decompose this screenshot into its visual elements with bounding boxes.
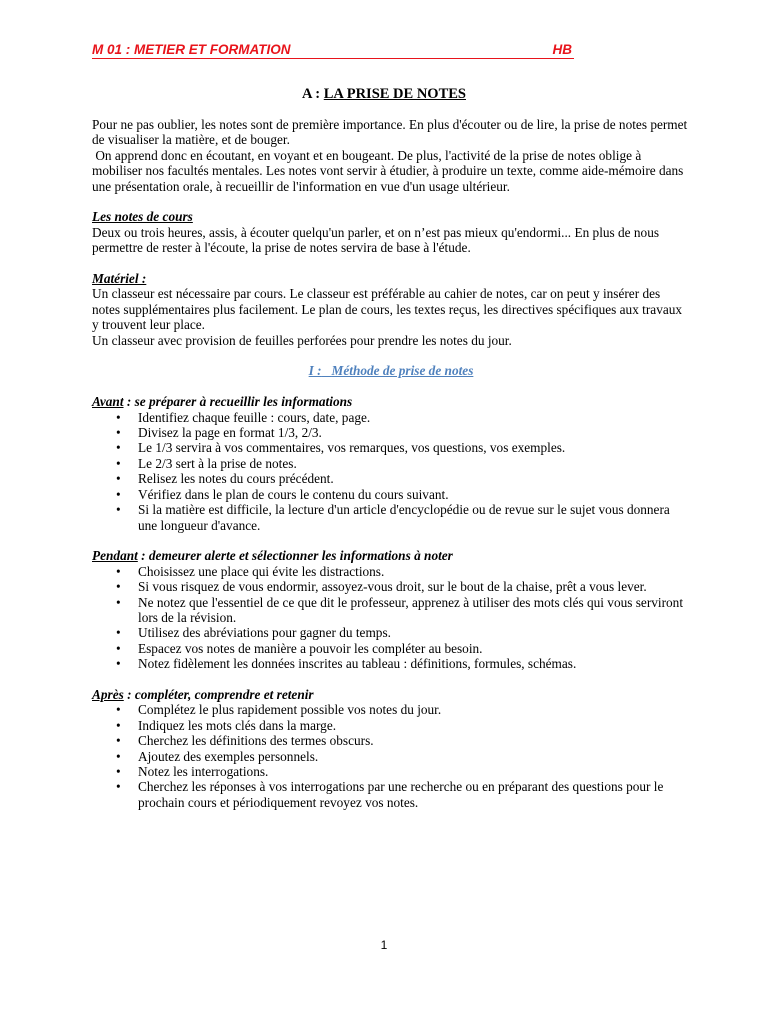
list-item: • Ne notez que l'essentiel de ce que dit le professeur, apprenez à utiliser des mots clés qui vous serviront lors de la révision. (92, 595, 690, 626)
list-item: • Vérifiez dans le plan de cours le contenu du cours suivant. (92, 487, 690, 502)
document-body (92, 117, 690, 810)
materiel-paragraph-2: Un classeur avec provision de feuilles perforées pour prendre les notes du jour. (92, 332, 512, 348)
list-item: • Complétez le plus rapidement possible vos notes du jour. (92, 702, 690, 717)
list-item: • Cherchez les définitions des termes obscurs. (92, 733, 690, 748)
notes-cours-paragraph: Deux ou trois heures, assis, à écouter quelqu'un parler, et on n’est pas mieux qu'endormi... En plus de nous permettre de rester à l'écoute, la prise de notes servira de base à l'étude. (92, 224, 660, 256)
section-title-materiel: Matériel : (92, 271, 147, 287)
list-item: • Indiquez les mots clés dans la marge. (92, 718, 690, 733)
method-prefix: I : (308, 363, 322, 379)
list-item: • Relisez les notes du cours précédent. (92, 471, 690, 486)
list-item: • Si vous risquez de vous endormir, assoyez-vous droit, sur le bout de la chaise, prêt a vous lever. (92, 579, 690, 594)
section-title-avant: Avant : se préparer à recueillir les informations (92, 394, 353, 410)
section-title-apres: Après : compléter, comprendre et retenir (92, 686, 314, 702)
list-item: • Ajoutez des exemples personnels. (92, 749, 690, 764)
apres-list (92, 702, 690, 810)
title-text: LA PRISE DE NOTES (323, 86, 466, 102)
header-module-title: M 01 : METIER ET FORMATION (92, 42, 291, 57)
title-prefix: A : (302, 86, 321, 102)
intro-paragraph-2: On apprend donc en écoutant, en voyant et en bougeant. De plus, l'activité de la prise de notes oblige à mobiliser nos facultés mentales. Les notes vont servir à étudier, à produire un texte, comme aide-mémoire dans une présentation orale, à recueillir de l'information en vue d'un usage ultérieur. (92, 147, 687, 194)
method-heading (92, 363, 690, 378)
section-title-pendant: Pendant : demeurer alerte et sélectionner les informations à noter (92, 548, 453, 564)
avant-list (92, 410, 690, 533)
page-number: 1 (380, 938, 388, 952)
list-item: • Utilisez des abréviations pour gagner du temps. (92, 625, 690, 640)
list-item: • Divisez la page en format 1/3, 2/3. (92, 425, 690, 440)
list-item: • Notez les interrogations. (92, 764, 690, 779)
page-header (92, 42, 574, 59)
section-title-notes-cours: Les notes de cours (92, 209, 193, 225)
list-item: • Choisissez une place qui évite les distractions. (92, 564, 690, 579)
list-item: • Espacez vos notes de manière a pouvoir les compléter au besoin. (92, 641, 690, 656)
pendant-list (92, 564, 690, 672)
intro-paragraph-1: Pour ne pas oublier, les notes sont de première importance. En plus d'écouter ou de lire, la prise de notes permet de visualiser la matière, et de bouger. (92, 117, 688, 148)
list-item: • Identifiez chaque feuille : cours, date, page. (92, 410, 690, 425)
document-title (0, 86, 768, 103)
list-item: • Cherchez les réponses à vos interrogations par une recherche ou en préparant des questions pour le prochain cours et périodiquement revoyez vos notes. (92, 779, 690, 810)
list-item: • Si la matière est difficile, la lecture d'un article d'encyclopédie ou de revue sur le sujet vous donnera une longueur d'avance. (92, 502, 690, 533)
list-item: • Notez fidèlement les données inscrites au tableau : définitions, formules, schémas. (92, 656, 690, 671)
method-title: Méthode de prise de notes (331, 363, 474, 379)
materiel-paragraph-1: Un classeur est nécessaire par cours. Le classeur est préférable au cahier de notes, car on peut y insérer des notes supplémentaires plus facilement. Le plan de cours, les textes reçus, les directives spécifiques aux travaux y trouvent leur place. (92, 286, 683, 333)
header-initials: HB (552, 42, 572, 57)
list-item: • Le 1/3 servira à vos commentaires, vos remarques, vos questions, vos exemples. (92, 440, 690, 455)
list-item: • Le 2/3 sert à la prise de notes. (92, 456, 690, 471)
